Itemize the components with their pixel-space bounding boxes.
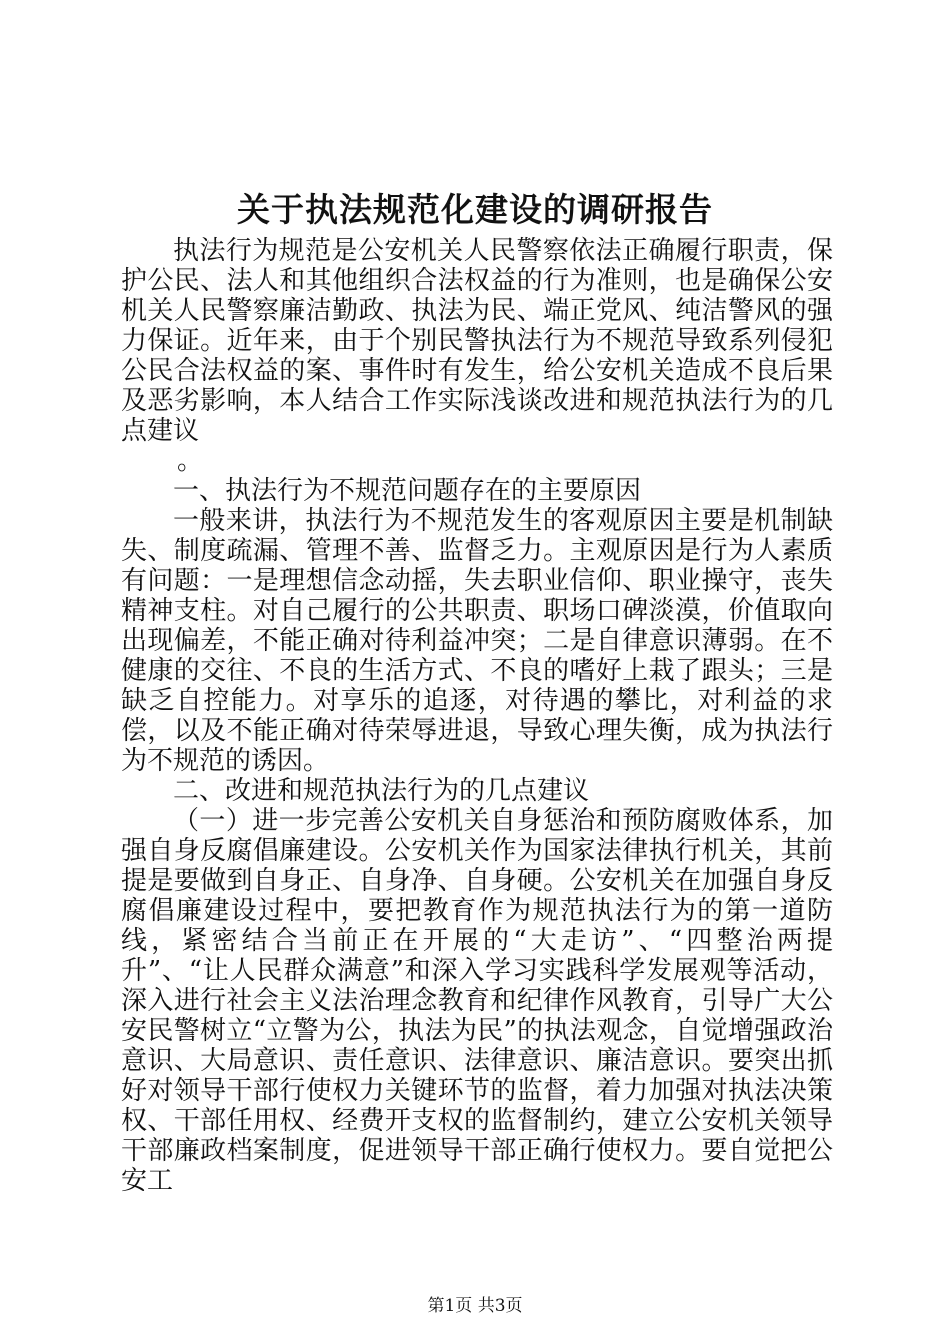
page-footer: 第1页 共3页 <box>427 1296 523 1316</box>
document-body <box>121 236 833 1196</box>
section-1-paragraph: 一般来讲，执法行为不规范发生的客观原因主要是机制缺失、制度疏漏、管理不善、监督乏力。主观原因是行为人素质有问题：一是理想信念动摇，失去职业信仰、职业操守，丧失精神支柱。对自己履行的公共职责、职场口碑淡漠，价值取向出现偏差，不能正确对待利益冲突；二是自律意识薄弱。在不健康的交往、不良的生活方式、不良的嗜好上栽了跟头；三是缺乏自控能力。对享乐的追逐，对待遇的攀比，对利益的求偿，以及不能正确对待荣辱进退，导致心理失衡，成为执法行为不规范的诱因。 <box>121 506 833 776</box>
document-title: 关于执法规范化建设的调研报告 <box>237 190 713 229</box>
section-heading-2: 二、改进和规范执法行为的几点建议 <box>173 776 590 806</box>
section-2-paragraph: （一）进一步完善公安机关自身惩治和预防腐败体系，加强自身反腐倡廉建设。公安机关作为国家法律执行机关，其前提是要做到自身正、自身净、自身硬。公安机关在加强自身反腐倡廉建设过程中，要把教育作为规范执法行为的第一道防线，紧密结合当前正在开展的“大走访”、“四整治两提升”、“让人民群众满意”和深入学习实践科学发展观等活动，深入进行社会主义法治理念教育和纪律作风教育，引导广大公安民警树立“立警为公，执法为民”的执法观念，自觉增强政治意识、大局意识、责任意识、法律意识、廉洁意识。要突出抓好对领导干部行使权力关键环节的监督，着力加强对执法决策权、干部任用权、经费开支权的监督制约，建立公安机关领导干部廉政档案制度，促进领导干部正确行使权力。要自觉把公安工 <box>121 806 833 1196</box>
section-heading-1: 一、执法行为不规范问题存在的主要原因 <box>173 476 642 506</box>
trailing-period: 。 <box>177 446 204 476</box>
intro-paragraph: 执法行为规范是公安机关人民警察依法正确履行职责，保护公民、法人和其他组织合法权益的行为准则，也是确保公安机关人民警察廉洁勤政、执法为民、端正党风、纯洁警风的强力保证。近年来，由于个别民警执法行为不规范导致系列侵犯公民合法权益的案、事件时有发生，给公安机关造成不良后果及恶劣影响，本人结合工作实际浅谈改进和规范执法行为的几点建议 <box>121 236 833 446</box>
